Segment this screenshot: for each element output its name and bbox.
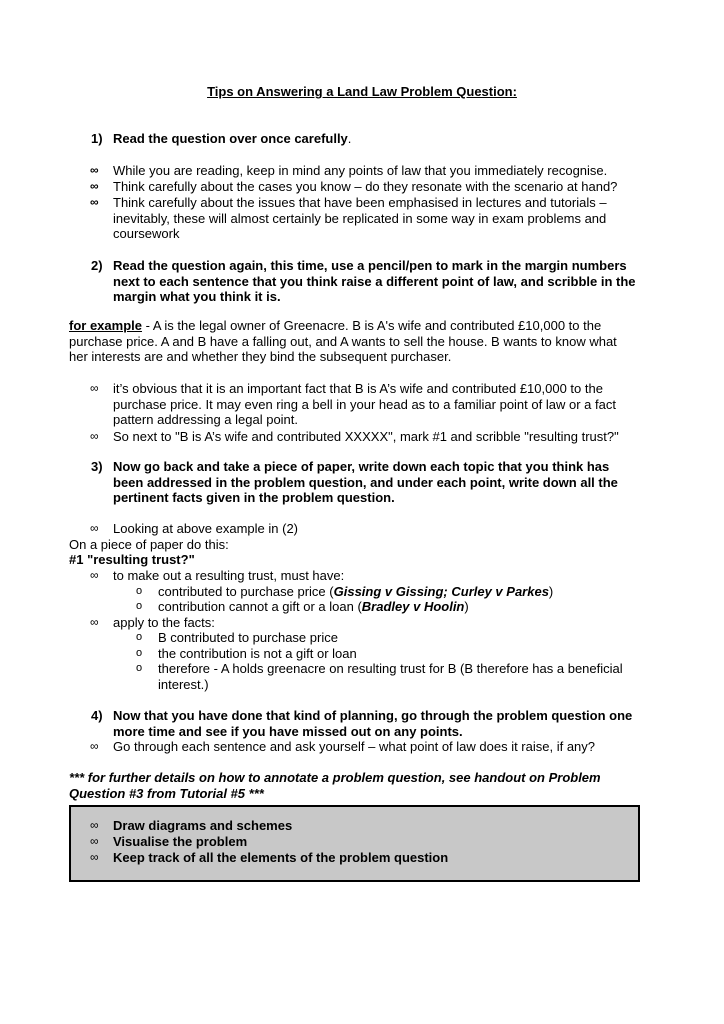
step-2-number: 2) <box>91 258 103 273</box>
infinity-bullet-icon: ∞ <box>90 834 99 848</box>
infinity-bullet-icon: ∞ <box>90 195 99 209</box>
case-citation: Bradley v Hoolin <box>361 599 465 614</box>
case-citation: Gissing v Gissing; Curley v Parkes <box>333 584 549 599</box>
circle-bullet-icon: o <box>136 600 143 612</box>
example-label: for example <box>69 318 142 333</box>
step-1-heading: Read the question over once carefully. <box>113 131 352 146</box>
circle-bullet-icon: o <box>136 662 143 674</box>
tips-box: ∞ Draw diagrams and schemes ∞ Visualise the problem ∞ Keep track of all the elements of the problem question <box>69 805 640 882</box>
circle-bullet-icon: o <box>136 631 143 643</box>
step-3-number: 3) <box>91 459 103 474</box>
infinity-bullet-icon: ∞ <box>90 739 99 753</box>
circle-bullet-icon: o <box>136 647 143 659</box>
circle-bullet-icon: o <box>136 585 143 597</box>
infinity-bullet-icon: ∞ <box>90 615 99 629</box>
infinity-bullet-icon: ∞ <box>90 568 99 582</box>
step-1-number: 1) <box>91 131 103 146</box>
step-4-number: 4) <box>91 708 103 723</box>
infinity-bullet-icon: ∞ <box>90 429 99 443</box>
infinity-bullet-icon: ∞ <box>90 179 99 193</box>
infinity-bullet-icon: ∞ <box>90 521 99 535</box>
infinity-bullet-icon: ∞ <box>90 818 99 832</box>
infinity-bullet-icon: ∞ <box>90 381 99 395</box>
infinity-bullet-icon: ∞ <box>90 850 99 864</box>
infinity-bullet-icon: ∞ <box>90 163 99 177</box>
page-title: Tips on Answering a Land Law Problem Question: <box>207 84 517 99</box>
